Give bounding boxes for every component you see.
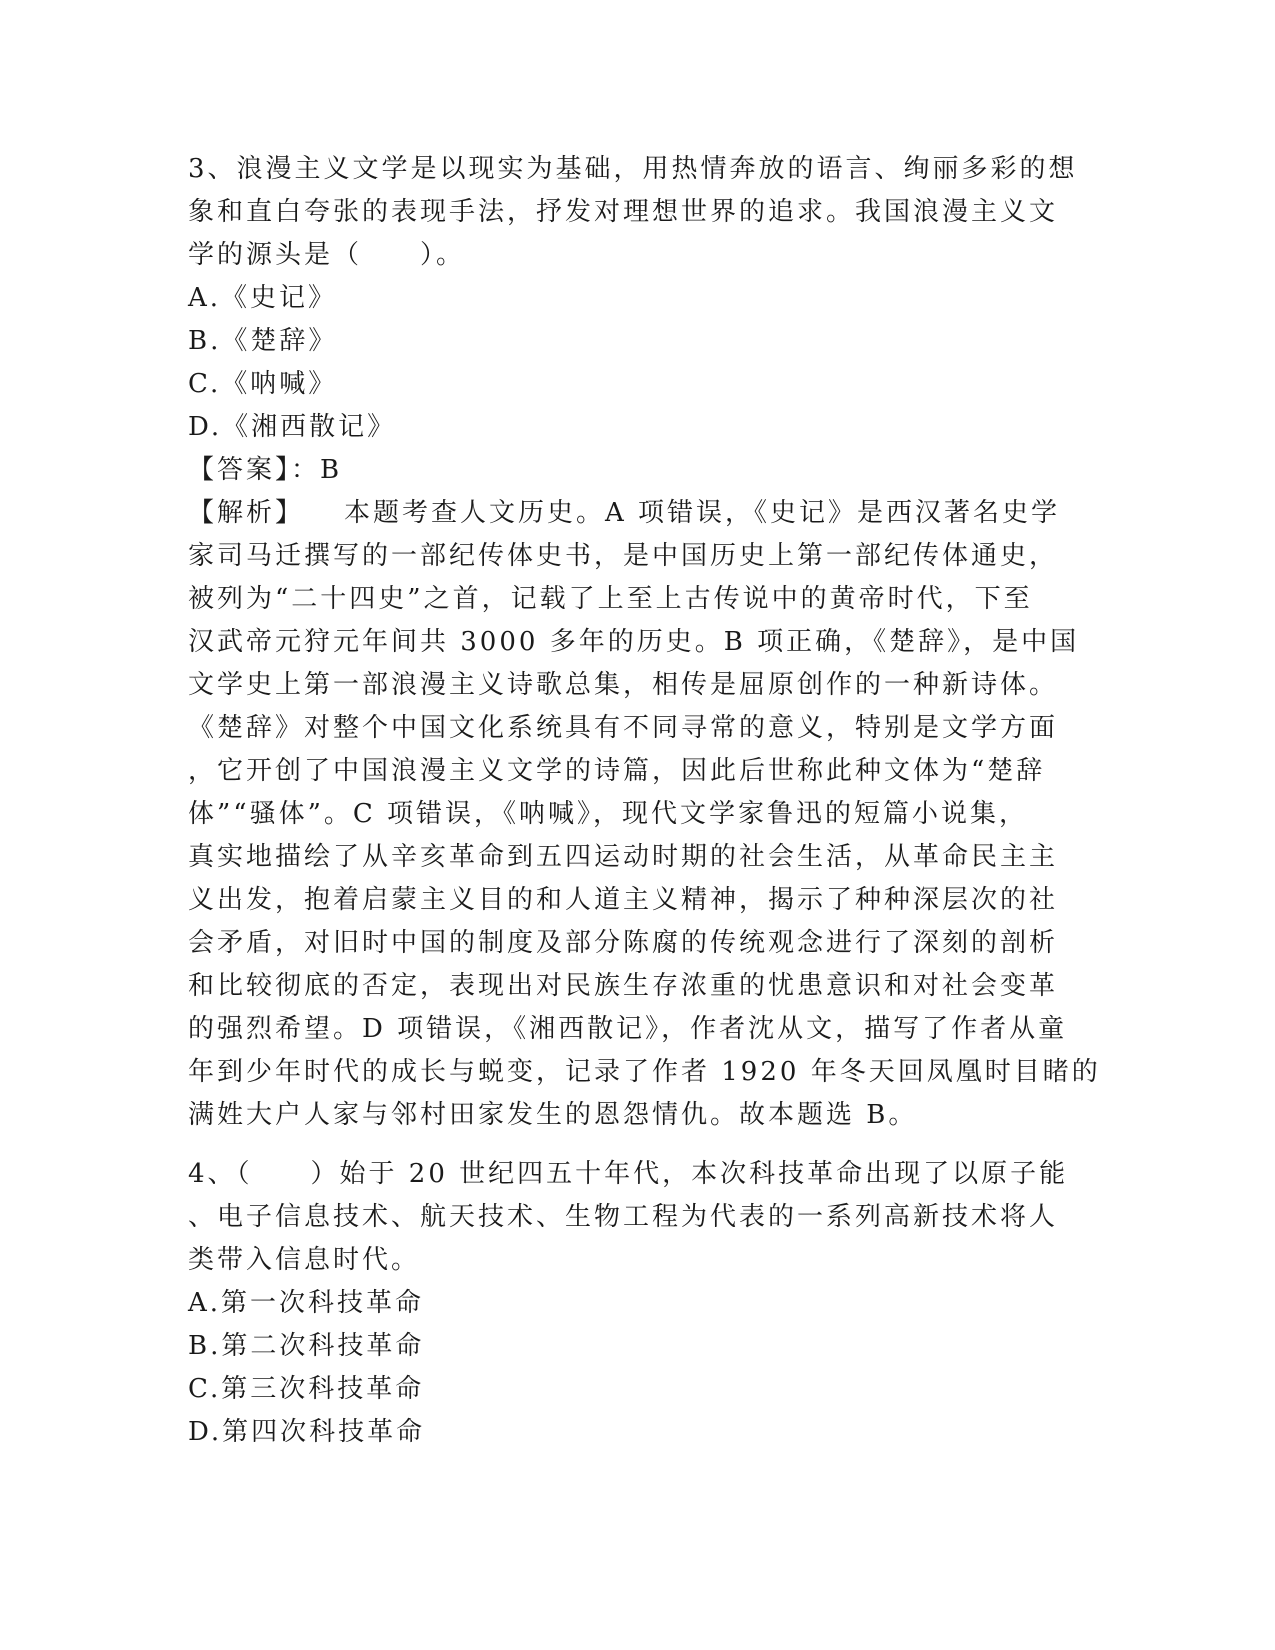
- question-3: [188, 148, 1101, 1137]
- analysis-line: ，它开创了中国浪漫主义文学的诗篇，因此后世称此种文体为“楚辞: [188, 756, 1046, 786]
- question-stem-line: 类带入信息时代。: [188, 1245, 421, 1275]
- analysis-line: 家司马迁撰写的一部纪传体史书，是中国历史上第一部纪传体通史，: [188, 541, 1059, 571]
- analysis-line: [188, 492, 1088, 535]
- analysis-line: 会矛盾，对旧时中国的制度及部分陈腐的传统观念进行了深刻的剖析: [188, 928, 1059, 958]
- answer-value: B: [320, 455, 343, 485]
- question-stem-line: 3、浪漫主义文学是以现实为基础，用热情奔放的语言、绚丽多彩的想: [188, 154, 1078, 184]
- analysis-line: 真实地描绘了从辛亥革命到五四运动时期的社会生活，从革命民主主: [188, 842, 1059, 872]
- question-stem-line: 、电子信息技术、航天技术、生物工程为代表的一系列高新技术将人: [188, 1202, 1059, 1232]
- option-b: B.《楚辞》: [188, 326, 338, 356]
- analysis-line: 满姓大户人家与邻村田家发生的恩怨情仇。故本题选 B。: [188, 1100, 918, 1130]
- analysis-line: 被列为“二十四史”之首，记载了上至上古传说中的黄帝时代，下至: [188, 584, 1033, 614]
- question-spacer: [188, 1137, 1088, 1153]
- question-stem-line: 4、（ ）始于 20 世纪四五十年代，本次科技革命出现了以原子能: [188, 1159, 1069, 1189]
- analysis-line: 文学史上第一部浪漫主义诗歌总集，相传是屈原创作的一种新诗体。: [188, 670, 1059, 700]
- option-c: C.第三次科技革命: [188, 1374, 425, 1404]
- option-b: B.第二次科技革命: [188, 1331, 425, 1361]
- analysis-line: 的强烈希望。D 项错误，《湘西散记》，作者沈从文，描写了作者从童: [188, 1014, 1068, 1044]
- answer-tag: 【答案】：: [188, 455, 321, 485]
- option-a: A.第一次科技革命: [188, 1288, 425, 1318]
- question-stem-line: 象和直白夸张的表现手法，抒发对理想世界的追求。我国浪漫主义文: [188, 197, 1059, 227]
- analysis-line: 和比较彻底的否定，表现出对民族生存浓重的忧患意识和对社会变革: [188, 971, 1059, 1001]
- analysis-tag: 【解析】: [188, 498, 305, 528]
- analysis-line: 汉武帝元狩元年间共 3000 多年的历史。B 项正确，《楚辞》，是中国: [188, 627, 1080, 657]
- option-a: A.《史记》: [188, 283, 338, 313]
- analysis-line: 年到少年时代的成长与蜕变，记录了作者 1920 年冬天回凤凰时目睹的: [188, 1057, 1101, 1087]
- analysis-text: 本题考查人文历史。A 项错误，《史记》是西汉著名史学: [344, 498, 1061, 528]
- option-d: D.第四次科技革命: [188, 1417, 426, 1447]
- analysis-line: 《楚辞》对整个中国文化系统具有不同寻常的意义，特别是文学方面: [188, 713, 1059, 743]
- option-c: C.《呐喊》: [188, 369, 338, 399]
- question-stem-line: 学的源头是（ ）。: [188, 240, 466, 270]
- document-page: [188, 148, 1101, 1454]
- option-d: D.《湘西散记》: [188, 412, 397, 442]
- answer-line: [188, 449, 1088, 492]
- question-4: [188, 1153, 1088, 1454]
- analysis-line: 体”“骚体”。C 项错误，《呐喊》，现代文学家鲁迅的短篇小说集，: [188, 799, 1029, 829]
- analysis-line: 义出发，抱着启蒙主义目的和人道主义精神，揭示了种种深层次的社: [188, 885, 1059, 915]
